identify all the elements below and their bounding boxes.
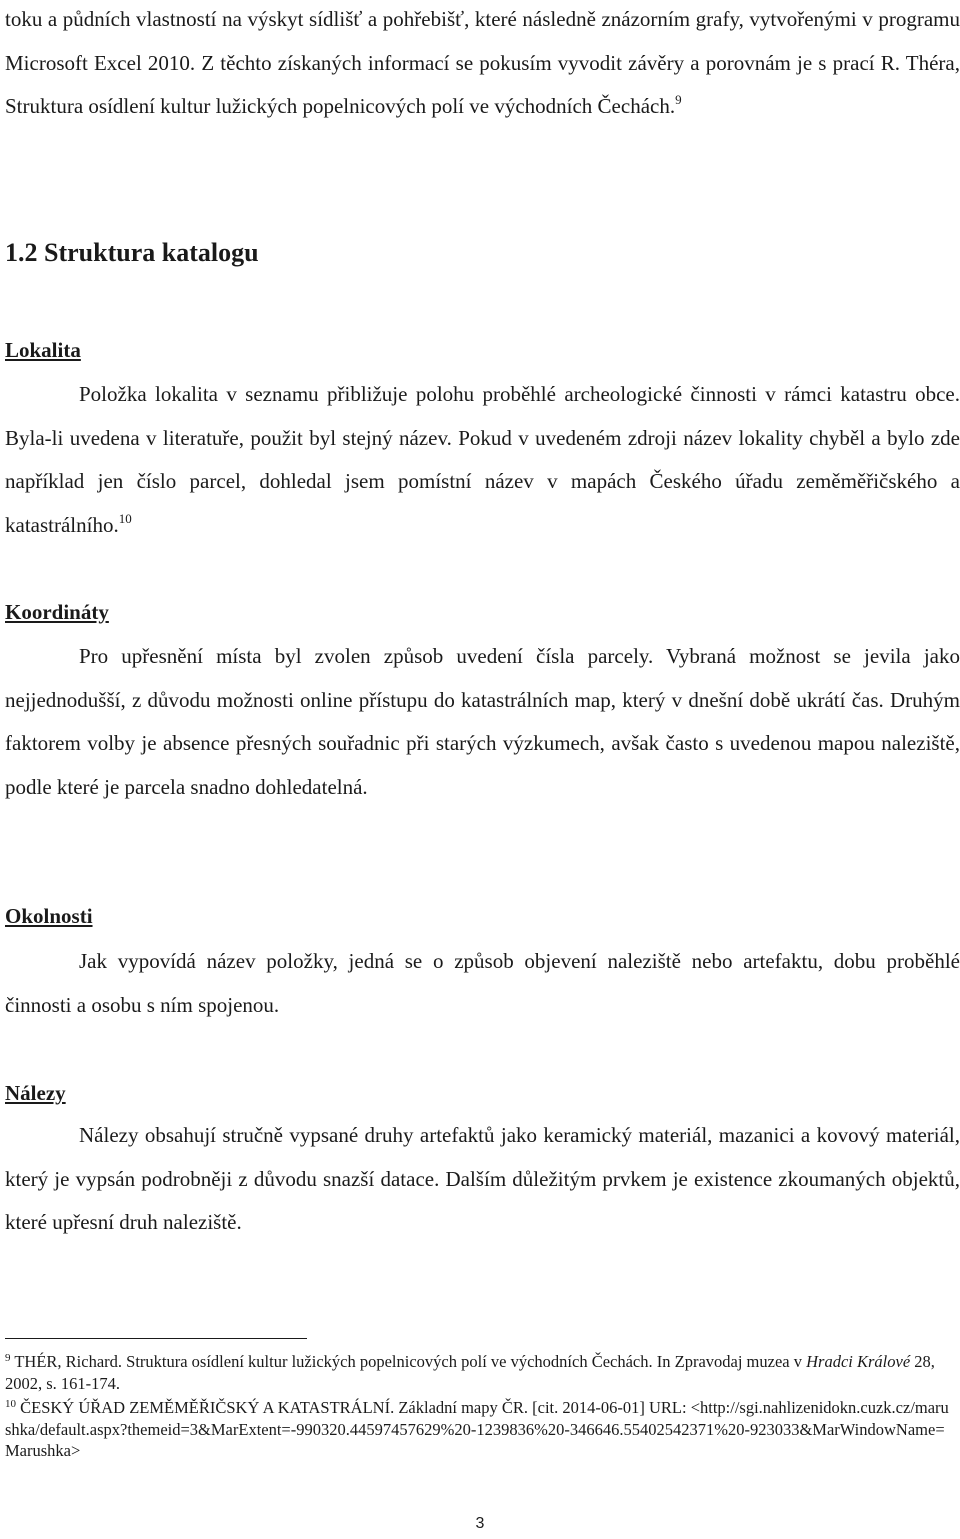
koordinaty-paragraph: Pro upřesnění místa byl zvolen způsob uvedení čísla parcely. Vybraná možnost se jevila jako nejjednodušší, z důvodu možnosti online přístupu do katastrálních map, který v dnešní době ukrátí čas. Druhým faktorem volby je absence přesných souřadnic při starých výzkumech, avšak často s uvedenou mapou naleziště, podle které je parcela snadno dohledatelná.: [5, 644, 960, 799]
footnote-separator: [5, 1338, 307, 1339]
okolnosti-heading: Okolnosti: [5, 904, 93, 928]
intro-paragraph: [5, 0, 960, 129]
footnote-10-text[interactable]: ČESKÝ ÚŘAD ZEMĚMĚŘIČSKÝ A KATASTRÁLNÍ. Základní mapy ČR. [cit. 2014-06-01] URL: <http://sgi.nahlizenidokn.cuzk.cz/marushka/default.aspx?themeid=3&MarExtent=-990320.44597457629%20-1239836%20-346646.55402542371%20-923033&MarWindowName=Marushka>: [5, 1398, 949, 1461]
footnote-9-text-end: 28, 2002, s. 161-174.: [5, 1352, 935, 1393]
footnote-10-number: 10: [5, 1398, 16, 1410]
intro-text: toku a půdních vlastností na výskyt sídlišť a pohřebišť, které následně znázorním grafy, vytvořenými v programu Microsoft Excel 2010. Z těchto získaných informací se pokusím vyvodit závěry a porovnám je s prací R. Théra, Struktura osídlení kultur lužických popelnicových polí ve východních Čechách.: [5, 7, 960, 118]
footnote-ref-10[interactable]: 10: [118, 510, 132, 526]
footnote-9-italic: Hradci Králové: [806, 1352, 911, 1371]
koordinaty-heading: Koordináty: [5, 600, 109, 624]
footnote-ref-9[interactable]: 9: [675, 92, 682, 107]
footnote-9-number: 9: [5, 1352, 11, 1364]
lokalita-text: Položka lokalita v seznamu přibližuje polohu proběhlé archeologické činnosti v rámci katastru obce. Byla-li uvedena v literatuře, použit byl stejný název. Pokud v uvedeném zdroji název lokality chyběl a bylo zde například jen číslo parcel, dohledal jsem pomístní název v mapách Českého úřadu zeměměřičského a katastrálního.: [5, 382, 960, 537]
page-number: 3: [475, 1515, 485, 1532]
section-heading: 1.2 Struktura katalogu: [5, 238, 259, 267]
lokalita-paragraph: [5, 373, 960, 547]
footnote-10: [5, 1397, 955, 1462]
footnote-9: [5, 1351, 955, 1394]
nalezy-heading: Nálezy: [5, 1081, 66, 1105]
lokalita-heading: Lokalita: [5, 338, 81, 362]
okolnosti-paragraph: Jak vypovídá název položky, jedná se o způsob objevení naleziště nebo artefaktu, dobu proběhlé činnosti a osobu s ním spojenou.: [5, 949, 960, 1017]
footnote-9-text: THÉR, Richard. Struktura osídlení kultur lužických popelnicových polí ve východních Čechách. In Zpravodaj muzea v: [14, 1352, 807, 1371]
nalezy-paragraph: Nálezy obsahují stručně vypsané druhy artefaktů jako keramický materiál, mazanici a kovový materiál, který je vypsán podrobněji z důvodu snazší datace. Dalším důležitým prvkem je existence zkoumaných objektů, které upřesní druh naleziště.: [5, 1123, 960, 1234]
